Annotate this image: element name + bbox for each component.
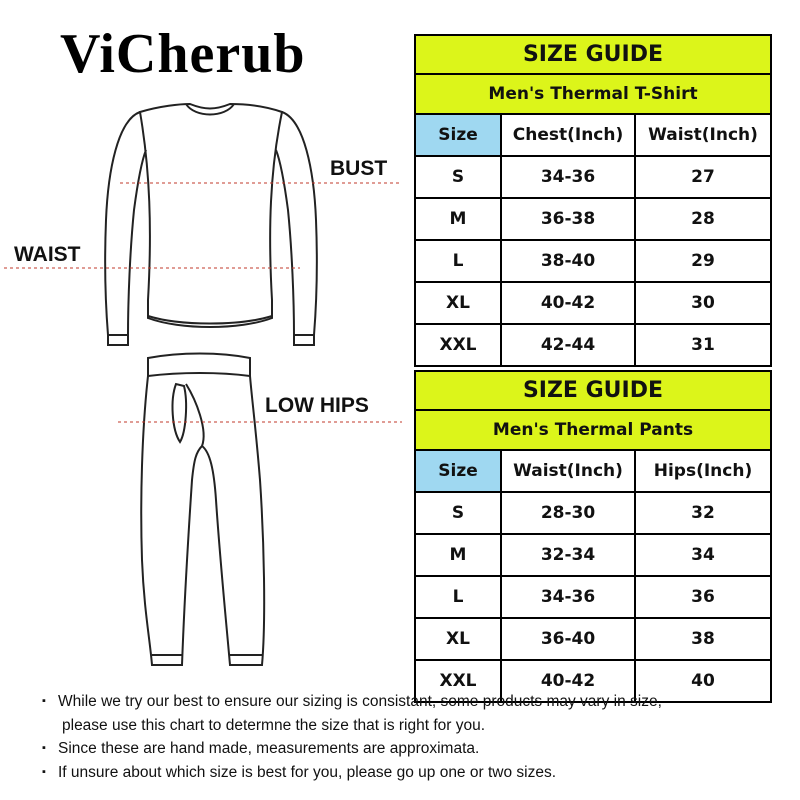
waist-label: WAIST xyxy=(14,243,81,266)
column-header-size: Size xyxy=(415,114,501,156)
table-row xyxy=(415,156,771,198)
brand-logo: ViCherub xyxy=(60,23,306,85)
waist-cell: 28-30 xyxy=(501,492,635,534)
note-text: While we try our best to ensure our sizing is consistant, some products may vary in size, xyxy=(58,693,662,710)
pants-size-table xyxy=(414,370,772,703)
table-row xyxy=(415,618,771,660)
waist-cell: 27 xyxy=(635,156,771,198)
table-row xyxy=(415,240,771,282)
column-header-chest: Chest(Inch) xyxy=(501,114,635,156)
bullet-icon: ▪ xyxy=(42,742,46,754)
size-cell: M xyxy=(415,198,501,240)
waist-cell: 28 xyxy=(635,198,771,240)
note-item xyxy=(42,690,792,714)
waist-cell: 34-36 xyxy=(501,576,635,618)
column-header-waist: Waist(Inch) xyxy=(635,114,771,156)
chest-cell: 36-38 xyxy=(501,198,635,240)
size-cell: XXL xyxy=(415,660,501,702)
table-row xyxy=(415,534,771,576)
table-row xyxy=(415,324,771,366)
size-cell: M xyxy=(415,534,501,576)
waist-cell: 36-40 xyxy=(501,618,635,660)
bust-label: BUST xyxy=(330,157,388,180)
chest-cell: 38-40 xyxy=(501,240,635,282)
table-row xyxy=(415,576,771,618)
hips-cell: 32 xyxy=(635,492,771,534)
note-text-continued: please use this chart to determne the size that is right for you. xyxy=(62,716,486,734)
column-header-waist: Waist(Inch) xyxy=(501,450,635,492)
hips-cell: 40 xyxy=(635,660,771,702)
size-cell: L xyxy=(415,576,501,618)
hips-cell: 36 xyxy=(635,576,771,618)
waist-cell: 40-42 xyxy=(501,660,635,702)
size-cell: L xyxy=(415,240,501,282)
tshirt-table-title: SIZE GUIDE xyxy=(415,35,771,74)
pants-drawing xyxy=(141,354,264,666)
note-text: If unsure about which size is best for you, please go up one or two sizes. xyxy=(58,763,556,781)
pants-table-title: SIZE GUIDE xyxy=(415,371,771,410)
chest-cell: 34-36 xyxy=(501,156,635,198)
garment-illustration xyxy=(0,0,410,680)
size-notes xyxy=(42,690,792,784)
hips-cell: 38 xyxy=(635,618,771,660)
pants-table-subtitle: Men's Thermal Pants xyxy=(415,410,771,450)
waist-cell: 32-34 xyxy=(501,534,635,576)
tshirt-table-subtitle: Men's Thermal T-Shirt xyxy=(415,74,771,114)
bullet-icon: ▪ xyxy=(42,765,46,778)
size-cell: XL xyxy=(415,618,501,660)
waist-cell: 31 xyxy=(635,324,771,366)
waist-cell: 29 xyxy=(635,240,771,282)
note-text: Since these are hand made, measurements are approximata. xyxy=(58,740,480,757)
chest-cell: 40-42 xyxy=(501,282,635,324)
note-item xyxy=(42,737,792,761)
size-cell: XXL xyxy=(415,324,501,366)
size-cell: S xyxy=(415,492,501,534)
tshirt-size-table xyxy=(414,34,772,367)
table-row xyxy=(415,492,771,534)
column-header-size: Size xyxy=(415,450,501,492)
tshirt-drawing xyxy=(105,104,317,345)
note-item xyxy=(42,761,792,785)
chest-cell: 42-44 xyxy=(501,324,635,366)
hips-cell: 34 xyxy=(635,534,771,576)
low-hips-label: LOW HIPS xyxy=(265,394,369,417)
bullet-icon: ▪ xyxy=(42,695,46,707)
column-header-hips: Hips(Inch) xyxy=(635,450,771,492)
table-row xyxy=(415,198,771,240)
waist-cell: 30 xyxy=(635,282,771,324)
size-cell: XL xyxy=(415,282,501,324)
table-row xyxy=(415,282,771,324)
size-cell: S xyxy=(415,156,501,198)
